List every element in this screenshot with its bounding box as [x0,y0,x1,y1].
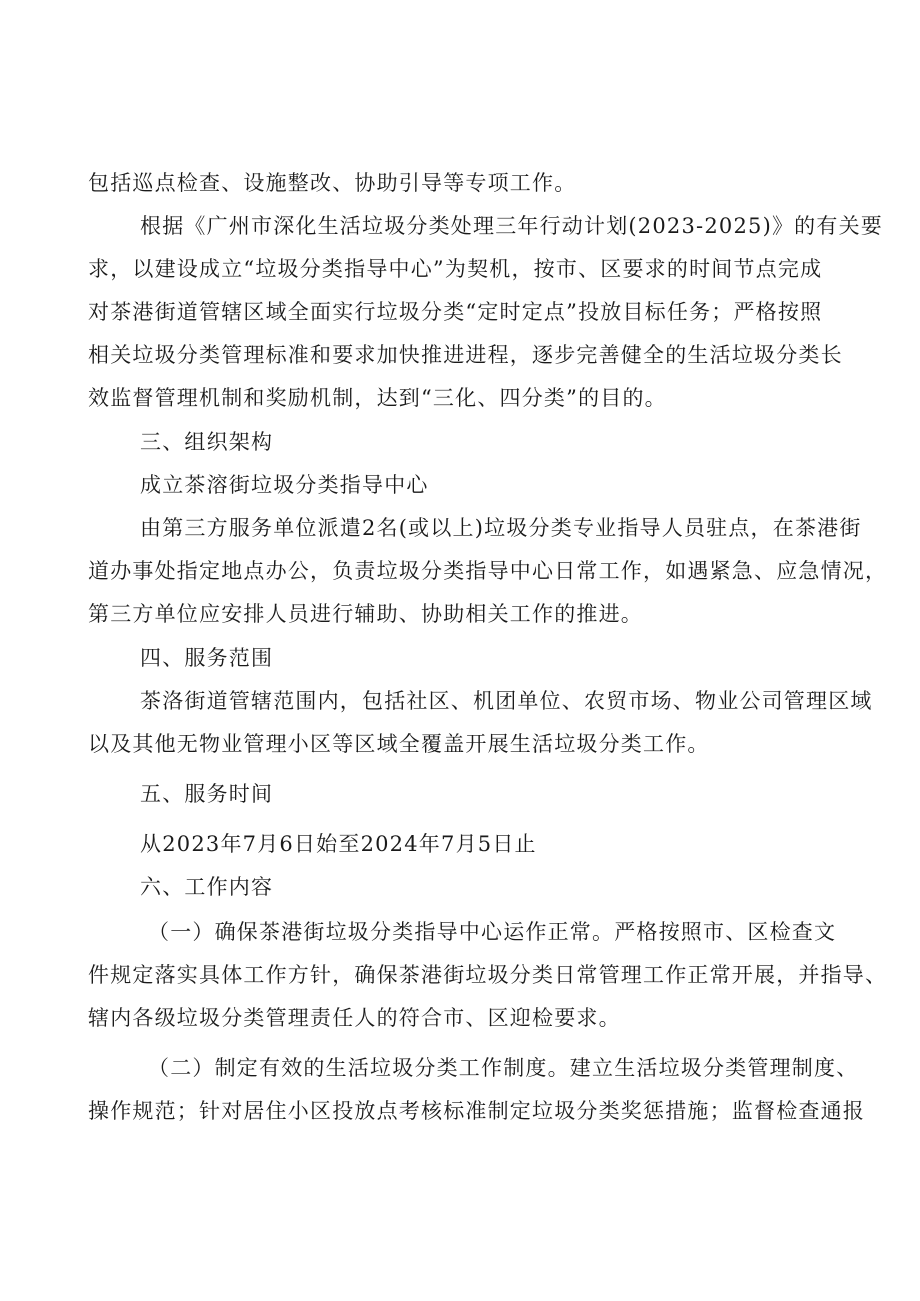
section-heading: 四、服务范围 [140,646,274,670]
paragraph-line: 以及其他无物业管理小区等区域全覆盖开展生活垃圾分类工作。 [88,732,710,756]
paragraph-line: 成立茶溶街垃圾分类指导中心 [140,473,429,497]
paragraph-line: 辖内各级垃圾分类管理责任人的符合市、区迎检要求。 [88,1006,621,1030]
paragraph-line: 茶洛街道管辖范围内，包括社区、机团单位、农贸市场、物业公司管理区域 [140,689,873,713]
paragraph-line: 求，以建设成立“垃圾分类指导中心”为契机，按市、区要求的时间节点完成 [88,257,823,281]
paragraph-line: 对茶港街道管辖区域全面实行垃圾分类“定时定点”投放目标任务；严格按照 [88,300,823,324]
section-heading: 五、服务时间 [140,782,274,806]
paragraph-line: 相关垃圾分类管理标准和要求加快推进进程，逐步完善健全的生活垃圾分类长 [88,343,843,367]
paragraph-line: （一）确保茶港街垃圾分类指导中心运作正常。严格按照市、区检查文 [148,920,837,944]
section-heading: 六、工作内容 [140,875,274,899]
paragraph-line: 第三方单位应安排人员进行辅助、协助相关工作的推进。 [88,602,643,626]
paragraph-line: 操作规范；针对居住小区投放点考核标准制定垃圾分类奖惩措施；监督检查通报 [88,1099,865,1123]
paragraph-line: 由第三方服务单位派遣2名(或以上)垃圾分类专业指导人员驻点，在茶港街 [140,516,862,540]
paragraph-line: 效监督管理机制和奖励机制，达到“三化、四分类”的目的。 [88,386,667,410]
paragraph-line: 包括巡点检查、设施整改、协助引导等专项工作。 [88,171,577,195]
paragraph-line: 件规定落实具体工作方针，确保茶港街垃圾分类日常管理工作正常开展，并指导、 [88,963,888,987]
section-heading: 三、组织架构 [140,430,274,454]
paragraph-line: 根据《广州市深化生活垃圾分类处理三年行动计划(2023-2025)》的有关要 [140,214,883,238]
paragraph-line: （二）制定有效的生活垃圾分类工作制度。建立生活垃圾分类管理制度、 [148,1056,859,1080]
paragraph-line: 道办事处指定地点办公，负责垃圾分类指导中心日常工作，如遇紧急、应急情况， [88,559,888,583]
paragraph-line: 从2023年7月6日始至2024年7月5日止 [140,832,537,856]
